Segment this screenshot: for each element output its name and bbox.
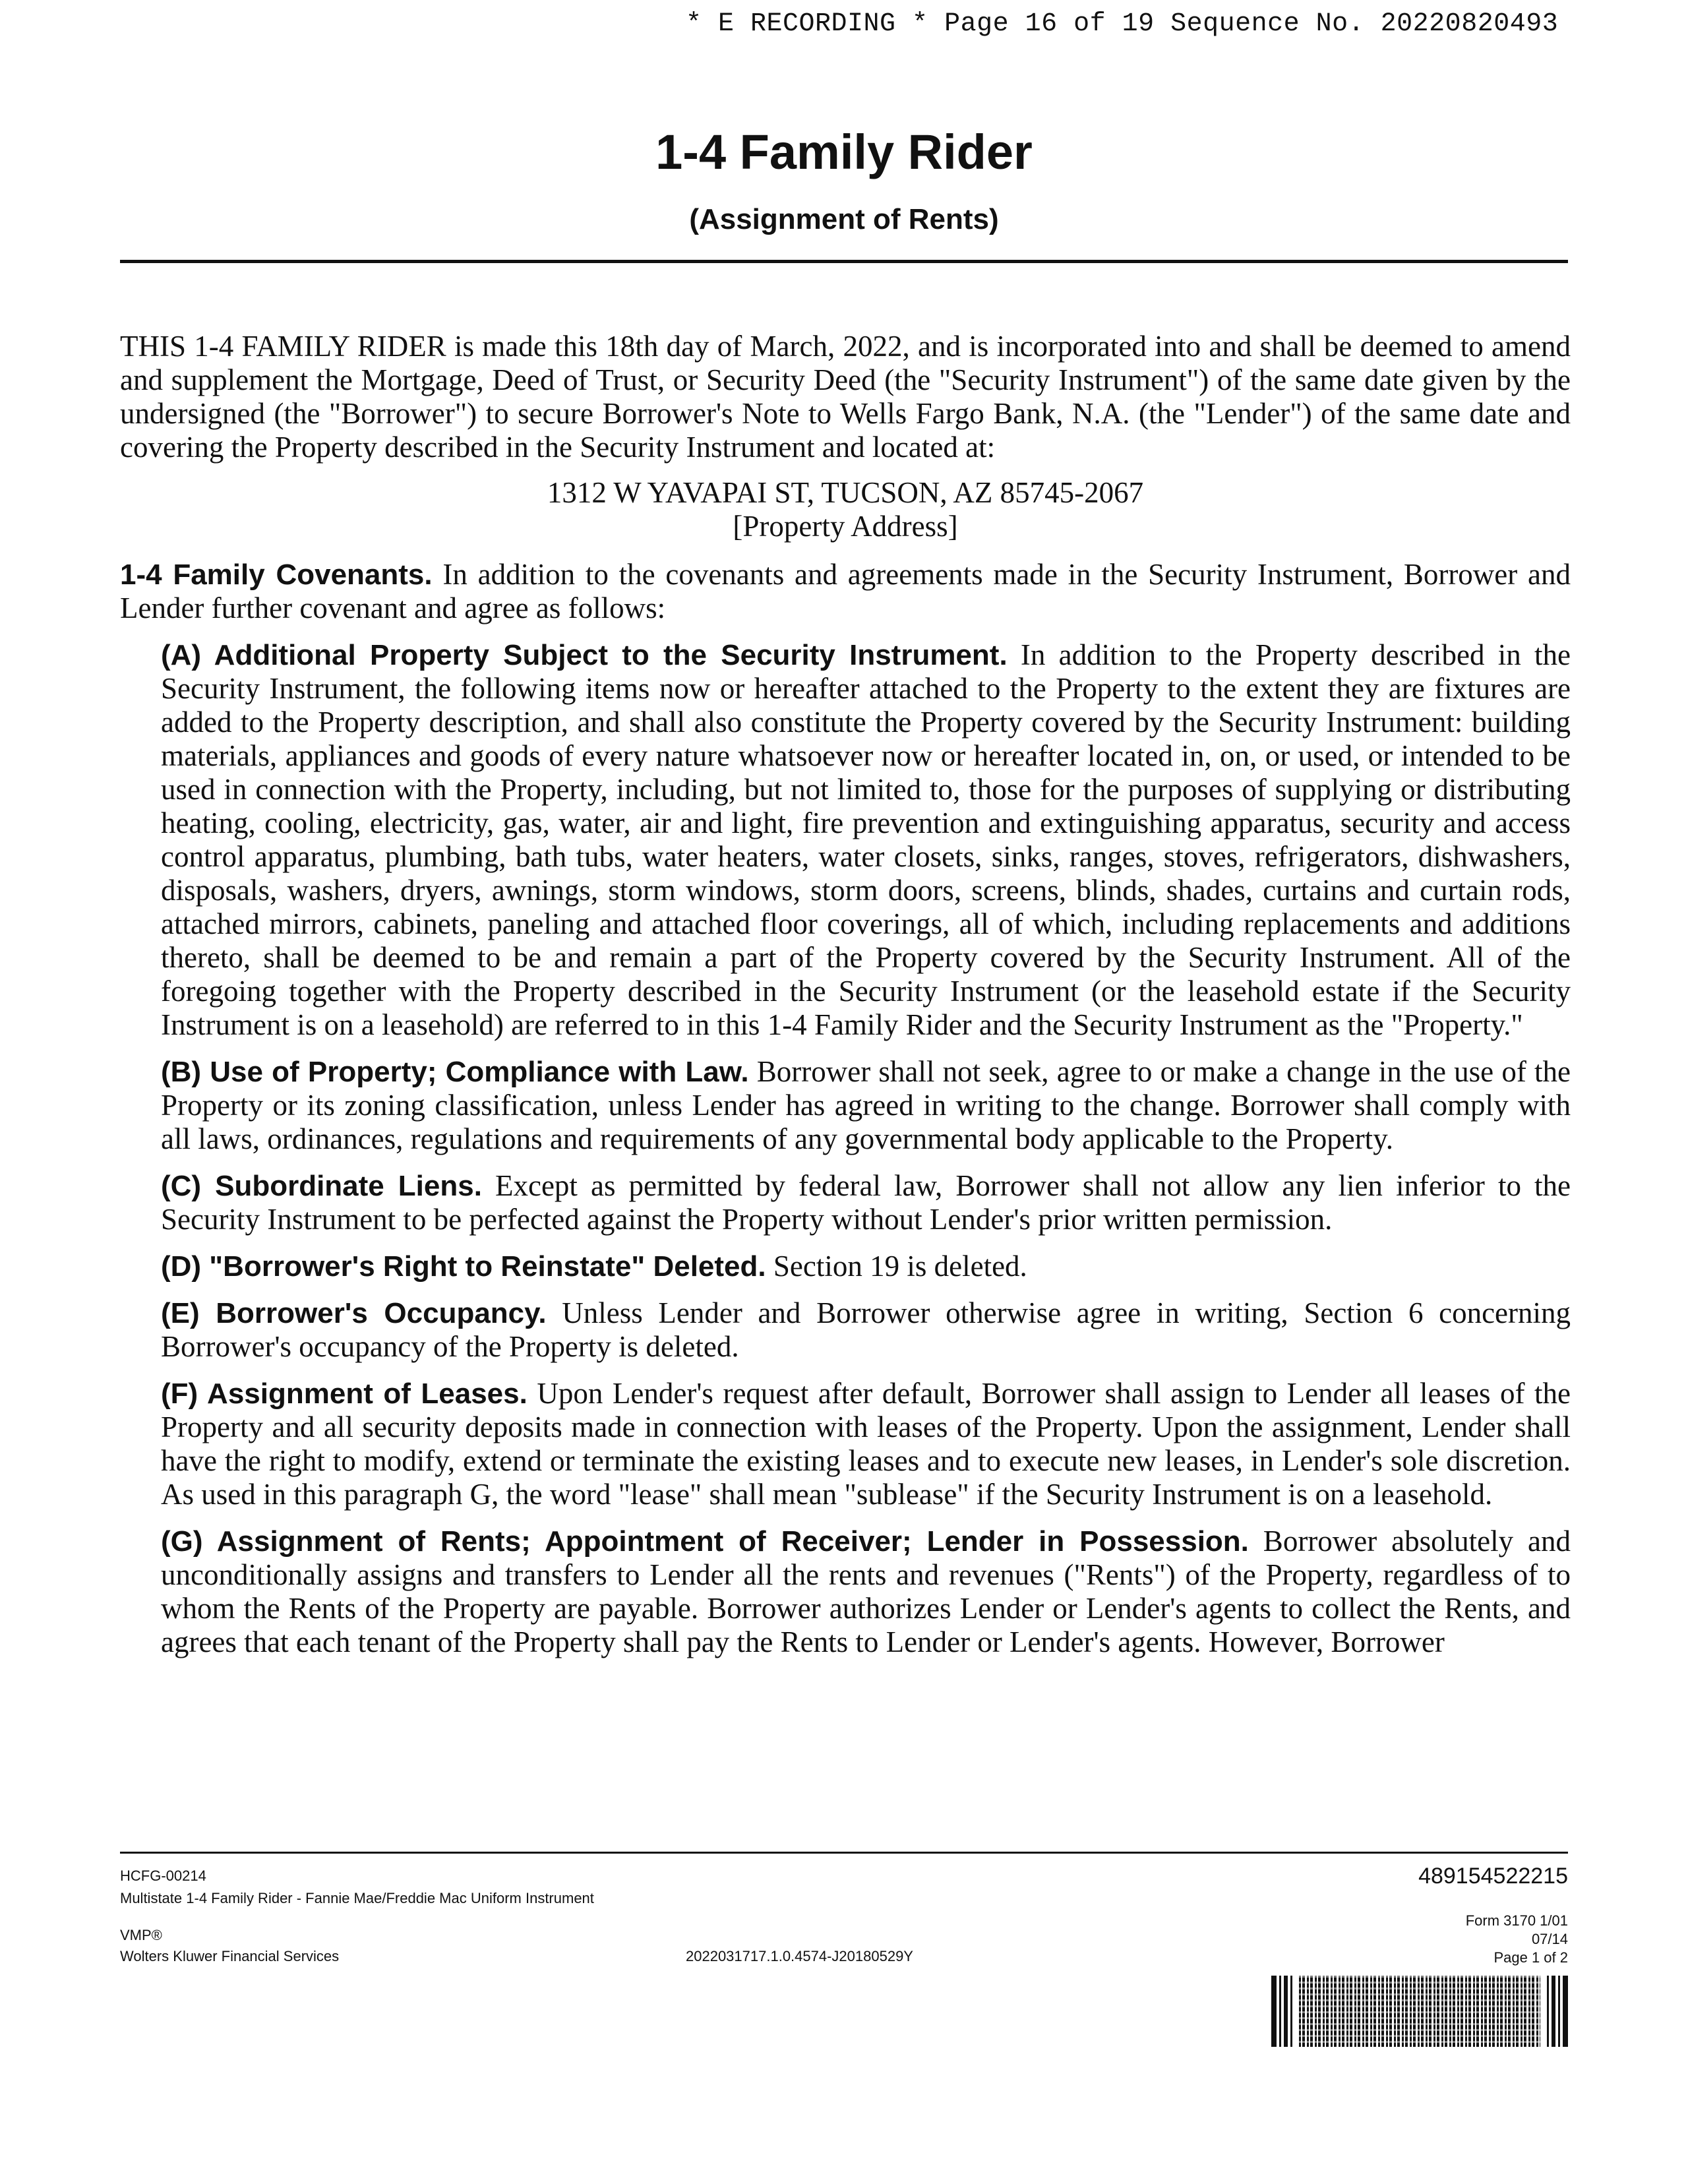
document-id: 2022031717.1.0.4574-J20180529Y	[686, 1948, 913, 1964]
clause-text: In addition to the Property described in the Security Instrument, the following items now or hereafter attached to the Property to the extent they are fixtures are added to the Property description, and shall also constitute the Property covered by the Security Instrument: building materials, appliances and goods of every nature whatsoever now or hereafter located in, on, or used, or intended to be used in connection with the Property, including, but not limited to, those for the purposes of supplying or distributing heating, cooling, electricity, gas, water, air and light, fire prevention and extinguishing apparatus, security and access control apparatus, plumbing, bath tubs, water heaters, water closets, sinks, ranges, stoves, refrigerators, dishwashers, disposals, washers, dryers, awnings, storm windows, storm doors, screens, blinds, shades, curtains and curtain rods, attached mirrors, cabinets, paneling and attached floor coverings, all of which, including replacements and additions thereto, shall be deemed to be and remain a part of the Property covered by the Security Instrument. All of the foregoing together with the Property described in the Security Instrument (or the leasehold estate if the Security Instrument is on a leasehold) are referred to in this 1-4 Family Rider and the Security Instrument as the "Property."	[161, 638, 1571, 1041]
clause-g	[120, 1525, 1571, 1659]
property-address: 1312 W YAVAPAI ST, TUCSON, AZ 85745-2067	[547, 476, 1144, 509]
loan-number: 489154522215	[1418, 1864, 1568, 1889]
barcode-image	[1271, 1976, 1568, 2047]
clause-heading: (A) Additional Property Subject to the Security Instrument.	[161, 639, 1008, 671]
clause-heading: (C) Subordinate Liens.	[161, 1170, 482, 1202]
document-body	[120, 330, 1571, 1659]
property-address-label: [Property Address]	[733, 510, 958, 543]
clause-heading: (G) Assignment of Rents; Appointment of Receiver; Lender in Possession.	[161, 1525, 1249, 1558]
clause-text: Borrower shall not seek, agree to or make a change in the use of the Property or its zoning classification, unless Lender has agreed in writing to the change. Borrower shall comply with all laws, ordinances, regulations and requirements of any governmental body applicable to the Property.	[161, 1055, 1571, 1155]
barcode-pattern	[1299, 1976, 1540, 2047]
footer-divider	[120, 1852, 1568, 1854]
clause-d	[120, 1250, 1571, 1283]
form-description: Multistate 1-4 Family Rider - Fannie Mae/Freddie Mac Uniform Instrument	[120, 1890, 594, 1906]
form-date-code: 07/14	[1531, 1931, 1568, 1947]
clause-text: Section 19 is deleted.	[766, 1250, 1027, 1283]
clause-heading: (B) Use of Property; Compliance with Law.	[161, 1056, 749, 1088]
clause-text: Upon Lender's request after default, Borrower shall assign to Lender all leases of the Property and all security deposits made in connection with leases of the Property. Upon the assignment, Lender shall have the right to modify, extend or terminate the existing leases and to execute new leases, in Lender's sole discretion. As used in this paragraph G, the word "lease" shall mean "sublease" if the Security Instrument is on a leasehold.	[161, 1377, 1571, 1511]
document-title: 1-4 Family Rider	[655, 125, 1033, 179]
vmp-mark: VMP®	[120, 1927, 162, 1943]
clause-text: Borrower absolutely and unconditionally assigns and transfers to Lender all the rents and revenues ("Rents") of the Property, regardless of to whom the Rents of the Property are payable. Borrower authorizes Lender or Lender's agents to collect the Rents, and agrees that each tenant of the Property shall pay the Rents to Lender or Lender's agents. However, Borrower	[161, 1525, 1571, 1658]
covenants-paragraph	[120, 558, 1571, 625]
clause-f	[120, 1377, 1571, 1511]
clause-heading: (F) Assignment of Leases.	[161, 1378, 528, 1410]
covenants-heading: 1-4 Family Covenants.	[120, 559, 433, 591]
title-divider	[120, 260, 1568, 263]
barcode-left-guard	[1271, 1976, 1292, 2047]
clause-e	[120, 1296, 1571, 1364]
form-code: HCFG-00214	[120, 1867, 206, 1884]
publisher: Wolters Kluwer Financial Services	[120, 1948, 340, 1964]
clause-heading: (D) "Borrower's Right to Reinstate" Deleted.	[161, 1250, 766, 1283]
barcode-right-guard	[1547, 1976, 1568, 2047]
clause-b	[120, 1055, 1571, 1156]
page-number: Page 1 of 2	[1493, 1949, 1568, 1966]
intro-paragraph: THIS 1-4 FAMILY RIDER is made this 18th day of March, 2022, and is incorporated into and shall be deemed to amend and supplement the Mortgage, Deed of Trust, or Security Deed (the "Security Instrument") of the same date given by the undersigned (the "Borrower") to secure Borrower's Note to Wells Fargo Bank, N.A. (the "Lender") of the same date and covering the Property described in the Security Instrument and located at:	[120, 330, 1571, 464]
clause-a	[120, 638, 1571, 1042]
clause-text: Except as permitted by federal law, Borrower shall not allow any lien inferior to the Security Instrument to be perfected against the Property without Lender's prior written permission.	[161, 1169, 1571, 1236]
form-number: Form 3170 1/01	[1465, 1912, 1568, 1929]
document-subtitle: (Assignment of Rents)	[689, 203, 999, 235]
recording-header: * E RECORDING * Page 16 of 19 Sequence No. 20220820493	[686, 9, 1559, 39]
covenants-text: In addition to the covenants and agreements made in the Security Instrument, Borrower and Lender further covenant and agree as follows:	[120, 558, 1571, 624]
clause-c	[120, 1169, 1571, 1236]
clause-heading: (E) Borrower's Occupancy.	[161, 1297, 547, 1329]
clause-text: Unless Lender and Borrower otherwise agree in writing, Section 6 concerning Borrower's occupancy of the Property is deleted.	[161, 1296, 1571, 1363]
